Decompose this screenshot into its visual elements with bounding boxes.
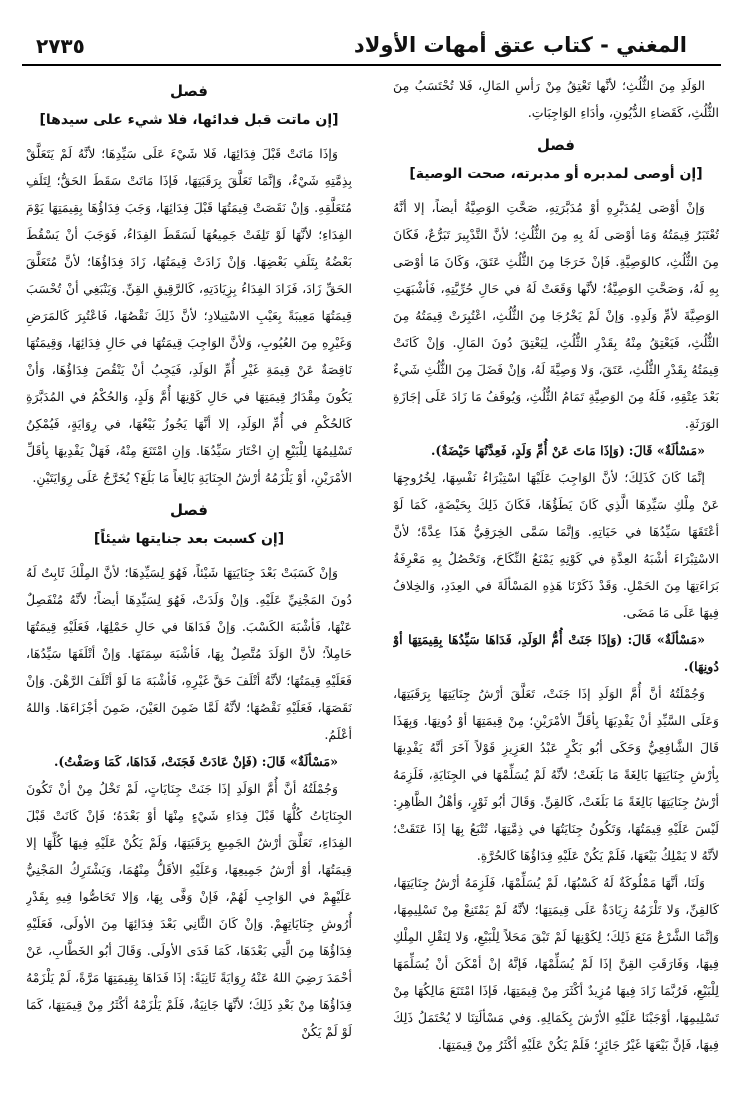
paragraph: وَلَنَا، أنَّهَا مَمْلُوكَةٌ لَهُ كَسْبُهَا، لَمْ يُسَلِّمْهَا، فَلَزِمَهُ أرْشُ جِنَايَتِهَا، كَالقِنِّ، وَلا تَلْزَمُهُ زِيَادَةٌ عَلَى قِيمَتِهَا؛ لأنَّهُ لَمْ يَمْتَنِعْ مِنْ تَسْلِيمِهَا، وَإنَّمَا الشَّرْعُ مَنَعَ ذَلِكَ؛ لِكَوْنِهَا لَمْ تَبْقَ مَحَلاً لِلْبَيْعِ، وَلا لِنَقْلِ المِلْكِ فِيهَا، وَفَارَقَتِ القِنَّ إذَا لَمْ يُسَلِّمْهَا، فَإنَّهُ إنْ أمْكَنَ أنْ يُسَلِّمَهَا لِلْبَيْعِ، فَرُبَّمَا زَادَ فِيهَا مُزِيدٌ أكْثَرَ مِنْ قِيمَتِهَا، فَإذَا امْتَنَعَ مَالِكُهَا مِنْ تَسْلِيمِهَا، أوْجَبْنَا عَلَيْهِ الأرْشَ بِكَمَالِهِ. وَفي مَسْألَتِنَا لا يُحْتَمَلُ ذَلِكَ فِيهَا، فَإنَّ بَيْعَهَا غَيْرُ جَائِزٍ؛ فَلَمْ يَكُنْ عَلَيْهِ أكْثَرُ مِنْ قِيمَتِهَا.: [393, 875, 719, 1052]
paragraph: وَإذَا مَاتَتْ قَبْلَ فِدَائِهَا، فَلا شَيْءَ عَلَى سَيِّدِهَا؛ لأنَّهُ لَمْ يَتَعَلَّقْ بِذِمَّتِهِ شَيْءٌ، وَإنَّمَا تَعَلَّقَ بِرَقَبَتِهَا، فَإذَا مَاتَتْ سَقَطَ الحَقُّ؛ لِتَلَفِ مُتَعَلَّقِهِ. وَإنْ نَقَصَتْ قِيمَتُهَا قَبْلَ فِدَائِهَا، وَجَبَ فِدَاؤُهَا بِقِيمَتِهَا يَوْمَ الفِدَاءِ؛ لأنَّهَا لَوْ تَلِفَتْ جَمِيعُهَا لَسَقَطَ الفِدَاءُ، فَوَجَبَ أنْ يَسْقُطَ بَعْضُهُ بِتَلَفِ بَعْضِهَا. وَإنْ زَادَتْ قِيمَتُهَا، زَادَ فِدَاؤُهَا؛ لأنَّ مُتَعَلَّقَ الحَقِّ زَادَ، فَزَادَ الفِدَاءُ بِزِيَادَتِهِ، كَالرَّقِيقِ القِنِّ. وَيَنْبَغِي أنْ تُحْسَبَ قِيمَتُهَا مَعِيبَةً بِعَيْبِ الاسْتِيلادِ؛ لأنَّ ذَلِكَ نَقْصُهَا، فَاعْتُبِرَ كَالمَرَضِ وَغَيْرِهِ مِنَ العُيُوبِ، وَلأنَّ الوَاجِبَ قِيمَتُهَا في حَالِ فِدَائِهَا، وَقِيمَتُهَا نَاقِصَةٌ عَنْ قِيمَةِ غَيْرِ أُمِّ الوَلَدِ، فَيَجِبُ أنْ يَنْقُصَ فِدَاؤُهَا، وَأنْ يَكُونَ مِقْدَارُ قِيمَتِهَا في حَالِ كَوْنِهَا أُمَّ وَلَدٍ، وَالحُكْمُ في المُدَبَّرَةِ كَالحُكْمِ في أُمِّ الوَلَدِ، إلا أنَّهَا يَجُوزُ بَيْعُهَا، في رِوَايَةٍ، فَيُمْكِنُ تَسْلِيمُهَا لِلْبَيْعِ إنِ اخْتَارَ سَيِّدُهَا. وَإنِ امْتَنَعَ مِنْهُ، فَهَلْ يَفْدِيهَا بِأقَلِّ الأمْرَيْنِ، أوْ يَلْزَمُهُ أرْشُ الجِنَايَةِ بَالِغاً مَا بَلَغَ؟ يُخَرَّجُ عَلَى رِوَايَتَيْنِ.: [26, 146, 352, 485]
masala-paragraph: [393, 626, 719, 680]
paragraph: إنَّمَا كَانَ كَذَلِكَ؛ لأنَّ الوَاجِبَ عَلَيْهَا اسْتِبْرَاءُ نَفْسِهَا، لِخُرُوجِهَا عَنْ مِلْكِ سَيِّدِهَا الَّذِي كَانَ يَطَؤُهَا، فَكَانَ ذَلِكَ بِحَيْضَةٍ، كَمَا لَوْ أعْتَقَهَا سَيِّدُهَا في حَيَاتِهِ. وَإنَّمَا سَمَّى الخِرَقِيُّ هَذَا عِدَّةً؛ لأنَّ الاسْتِبْرَاءَ أشْبَهُ العِدَّةِ في كَوْنِهِ يَمْنَعُ النِّكَاحَ، وَتَحْصُلُ بِهِ مَعْرِفَةُ بَرَاءَتِهَا مِنَ الحَمْلِ. وَقَدْ ذَكَرْنَا هَذِهِ المَسْألَةَ في العِدَدِ، وَالخِلافُ فِيهَا عَلَى مَا مَضَى.: [393, 470, 719, 620]
page-number: ٢٧٣٥: [36, 34, 85, 58]
section-heading: [إن أوصى لمدبره أو مدبرته، صحت الوصية]: [409, 166, 703, 182]
section-label: فصل: [537, 136, 575, 154]
section-label: فصل: [170, 501, 208, 519]
masala-label: «مَسْألَةٌ» قَالَ:: [627, 632, 706, 647]
running-title: المغني - كتاب عتق أمهات الأولاد: [353, 33, 687, 57]
page-header: [22, 30, 721, 66]
paragraph: وَجُمْلَتُهُ أنَّ أُمَّ الوَلَدِ إذَا جَنَتْ جِنَايَاتٍ، لَمْ تَخْلُ مِنْ أنْ تَكُونَ الجِنَايَاتُ كُلُّهَا قَبْلَ فِدَاءِ شَيْءٍ مِنْهَا أوْ بَعْدَهُ؛ فَإنْ كَانَتْ قَبْلَ الفِدَاءِ، تَعَلَّقَ أرْشُ الجَمِيعِ بِرَقَبَتِهَا، وَلَمْ يَكُنْ عَلَيْهِ فِيهَا كُلِّهَا إلا قِيمَتُهَا، أوْ أرْشُ جَمِيعِهَا، وَعَلَيْهِ الأقَلُّ مِنْهُمَا، وَيَشْتَرِكُ المَجْنِيُّ عَلَيْهِمْ في الوَاجِبِ لَهُمْ، فَإنْ وَفَّى بِهَا، وَإلا تَحَاصُّوا فِيهِ بِقَدْرِ أُرُوشِ جِنَايَاتِهِمْ. وَإنْ كَانَ الثَّانِي بَعْدَ فِدَائِهَا مِنَ الأولَى، فَعَلَيْهِ فِدَاؤُهَا مِنَ الَّتِي بَعْدَهَا، كَمَا فَدَى الأولَى. وَقَالَ أبُو الخَطَّابِ، عَنْ أحْمَدَ رَضِيَ اللهُ عَنْهُ رِوَايَةً ثَانِيَةً: إذَا فَدَاهَا بِقِيمَتِهَا مَرَّةً، لَمْ يَلْزَمْهُ فِدَاؤُهَا مِنْ بَعْدِ ذَلِكَ؛ لأنَّهَا جَانِيَةٌ، فَلَمْ يَلْزَمْهُ أكْثَرُ مِنْ قِيمَتِهَا، كَمَا لَوْ لَمْ يَكُنْ: [26, 781, 352, 1039]
masala-label: «مَسْألَةٌ» قَالَ:: [261, 754, 338, 769]
paragraph: وَإنْ أوْصَى لِمُدَبَّرِهِ أوْ مُدَبَّرَتِهِ، صَحَّتِ الوَصِيَّةُ أيضاً، إلا أنَّهُ تُعْتَبَرُ قِيمَتُهُ وَمَا أوْصَى لَهُ بِهِ مِنَ الثُّلُثِ؛ لأنَّ التَّدْبِيرَ تَبَرُّعٌ، فَكَانَ مِنَ الثُّلُثِ، كالوَصِيَّةِ. فَإنْ خَرَجَا مِنَ الثُّلُثِ عَتَقَ، وَكَانَ مَا أوْصَى بِهِ لَهُ، وَصَحَّتِ الوَصِيَّةُ؛ لأنَّها وَقَعَتْ لَهُ في حَالِ حُرِّيَّتِهِ، فَأشْبَهَتِ الوَصِيَّةَ لأمِّ وَلَدِهِ. وَإنْ لَمْ يَخْرُجَا مِنَ الثُّلُثِ، اعْتُبِرَتْ قِيمَتُهُ مِنَ الثُّلُثِ، فَيَعْتِقُ مِنْهُ بِقَدْرِ الثُّلُثِ، لِيَعْتِقَ دُونَ المَالِ. وَإنْ كَانَتْ قِيمَتُهُ بِقَدْرِ الثُّلُثِ، عَتَقَ، وَلا وَصِيَّةَ لَهُ، وَإنْ فَضَلَ مِنَ الثُّلُثِ شَيءٌ بَعْدَ عِتْقِهِ، فَلَهُ مِنَ الوَصِيَّةِ تَمَامُ الثُّلُثِ، وَيُوقَفُ مَا زَادَ عَلَى إجَازَةِ الوَرَثَةِ.: [393, 200, 719, 431]
paragraph: وَجُمْلَتُهُ أنَّ أُمَّ الوَلَدِ إذَا جَنَتْ، تَعَلَّقَ أرْشُ جِنَايَتِهَا بِرَقَبَتِهَا، وَعَلَى السَّيِّدِ أنْ يَفْدِيَهَا بِأقَلِّ الأمْرَيْنِ؛ مِنْ قِيمَتِهَا أوْ دُونِهَا. وَبِهَذَا قَالَ الشَّافِعِيُّ وَحَكَى أبُو بَكْرٍ عَبْدُ العَزِيزِ قَوْلاً آخَرَ أنَّهُ يَفْدِيهَا بِأرْشِ جِنَايَتِهَا بَالِغَةً مَا بَلَغَتْ؛ لأنَّهُ لَمْ يُسَلِّمْهَا في الجِنَايَةِ، فَلَزِمَهُ أرْشُ جِنَايَتِهَا بَالِغَةً مَا بَلَغَتْ، كَالقِنِّ. وَقَالَ أبُو ثَوْرٍ، وَأهْلُ الظَّاهِرِ: لَيْسَ عَلَيْهِ قِيمَتُهَا، وَتَكُونُ جِنَايَتُهَا في ذِمَّتِهَا، تُتْبَعُ بِهَا إذَا عَتَقَتْ؛ لأنَّهُ لا يَمْلِكُ بَيْعَهَا، فَلَمْ يَكُنْ عَلَيْهِ فِدَاؤُهَا كَالحُرَّةِ.: [393, 686, 719, 863]
section-heading: [إن ماتت قبل فدائها، فلا شيء على سيدها]: [39, 112, 339, 128]
masala-paragraph: [26, 748, 352, 775]
masala-paragraph: [393, 437, 719, 464]
masala-text: (وَإذَا مَاتَ عَنْ أُمِّ وَلَدٍ، فَعِدَّتُهَا حَيْضَةٌ).: [430, 443, 625, 458]
masala-text: (فَإنْ عَادَتْ فَجَنَتْ، فَدَاهَا، كَمَا وَصَفْتُ).: [53, 754, 258, 769]
section-heading: [إن كسبت بعد جنايتها شيئاً]: [93, 531, 285, 547]
masala-label: «مَسْألَةٌ» قَالَ:: [628, 443, 705, 458]
section-label: فصل: [170, 82, 208, 100]
masala-text: (وَإذَا جَنَتْ أُمُّ الوَلَدِ، فَدَاهَا سَيِّدُهَا بِقِيمَتِهَا أوْ دُونِهَا).: [393, 632, 719, 674]
left-column: [26, 72, 352, 1072]
paragraph: وَإنْ كَسَبَتْ بَعْدَ جِنَايَتِهَا شَيْئاً، فَهُوَ لِسَيِّدِهَا؛ لأنَّ المِلْكَ ثَابِتٌ لَهُ دُونَ المَجْنِيِّ عَلَيْهِ. وَإنْ وَلَدَتْ، فَهُوَ لِسَيِّدِهَا أيضاً؛ لأنَّهُ مُنْفَصِلٌ عَنْهَا، فَأشْبَهَ الكَسْبَ. وَإنْ فَدَاهَا في حَالِ حَمْلِهَا، فَعَلَيْهِ قِيمَتُهَا حَامِلاً؛ لأنَّ الوَلَدَ مُتَّصِلٌ بِهَا، فَأشْبَهَ سِمَنَهَا. وَإنْ أتْلَفَهَا سَيِّدُهَا، فَعَلَيْهِ قِيمَتُهَا؛ لأنَّهُ أتْلَفَ حَقَّ غَيْرِهِ، فَأشْبَهَ مَا لَوْ أتْلَفَ الرَّهْنَ. وَإنْ نَقَصَهَا، فَعَلَيْهِ نَقْصُهَا؛ لأنَّهُ لَمَّا ضَمِنَ العَيْنَ، ضَمِنَ أجْزَاءَهَا. وَاللهُ أعْلَمُ.: [26, 565, 352, 742]
right-column: [393, 72, 719, 1072]
paragraph: الوَلَدِ مِنَ الثُّلُثِ؛ لأنَّها تَعْتِقُ مِنْ رَأسِ المَالِ، فَلا تُحْتَسَبُ مِنَ الثُّلُثِ، كَقَضاءِ الدُّيُونِ، وأدَاءِ الوَاجِبَاتِ.: [393, 78, 719, 120]
